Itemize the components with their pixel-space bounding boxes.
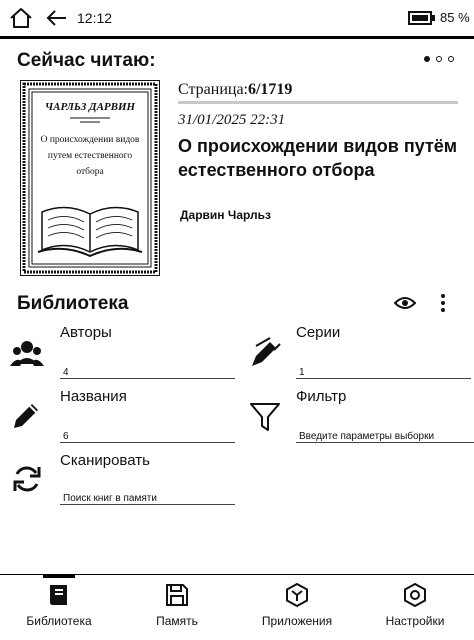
nav-label-settings: Настройки bbox=[385, 614, 445, 628]
tile-titles-label: Названия bbox=[60, 388, 127, 405]
tile-scan-value: Поиск книг в памяти bbox=[60, 493, 235, 505]
nav-tab-storage[interactable] bbox=[128, 578, 226, 634]
tile-filter-value: Введите параметры выборки bbox=[296, 431, 474, 443]
book-title[interactable]: О происхождении видов путём естественного отбора bbox=[178, 136, 458, 180]
nav-tab-library[interactable] bbox=[10, 578, 108, 634]
nav-label-apps: Приложения bbox=[261, 614, 333, 628]
open-book-illustration bbox=[38, 207, 142, 256]
clock: 12:12 bbox=[77, 10, 113, 26]
cover-title-line-1: О происхождении видов bbox=[40, 135, 140, 145]
nav-label-storage: Память bbox=[156, 614, 198, 628]
tile-authors[interactable] bbox=[10, 322, 238, 382]
eye-icon[interactable] bbox=[394, 295, 416, 311]
floppy-disk-icon bbox=[164, 582, 190, 608]
cover-title-line-2: путем естественного bbox=[47, 151, 133, 161]
currently-reading-heading: Сейчас читаю: bbox=[17, 50, 156, 71]
nav-label-library: Библиотека bbox=[26, 614, 92, 628]
series-icon bbox=[248, 336, 282, 370]
sync-icon bbox=[10, 462, 44, 496]
book-author: Дарвин Чарльз bbox=[180, 208, 271, 222]
cover-author: ЧАРЛЬЗ ДАРВИН bbox=[44, 101, 136, 113]
page-value: 6/1719 bbox=[247, 81, 293, 98]
tile-series-value: 1 bbox=[296, 367, 471, 379]
nav-tab-apps[interactable] bbox=[246, 578, 348, 634]
library-heading: Библиотека bbox=[17, 293, 129, 314]
tile-filter-label: Фильтр bbox=[296, 388, 347, 405]
tile-titles-value: 6 bbox=[60, 431, 235, 443]
hexagon-apps-icon bbox=[284, 582, 310, 608]
home-icon[interactable] bbox=[8, 6, 34, 30]
battery-percentage: 85 % bbox=[440, 10, 470, 25]
status-divider bbox=[0, 36, 474, 39]
titles-icon bbox=[10, 398, 44, 432]
last-read-date: 31/01/2025 22:31 bbox=[178, 112, 286, 128]
page-rule bbox=[178, 101, 458, 104]
back-arrow-icon[interactable] bbox=[44, 6, 70, 30]
page-indicator-dots[interactable] bbox=[423, 54, 463, 64]
tile-authors-value: 4 bbox=[60, 367, 235, 379]
tile-titles[interactable] bbox=[10, 386, 238, 446]
tile-scan[interactable] bbox=[10, 450, 238, 510]
book-cover[interactable] bbox=[20, 80, 160, 276]
nav-tab-settings[interactable] bbox=[366, 578, 464, 634]
tile-scan-label: Сканировать bbox=[60, 452, 150, 469]
tile-series-label: Серии bbox=[296, 324, 341, 341]
status-bar bbox=[0, 0, 474, 36]
page-label: Страница: bbox=[178, 81, 248, 98]
authors-icon bbox=[10, 336, 44, 370]
tile-filter[interactable] bbox=[248, 386, 472, 446]
filter-icon bbox=[248, 400, 282, 434]
tile-authors-label: Авторы bbox=[60, 324, 112, 341]
cover-title-line-3: отбора bbox=[76, 167, 104, 177]
tile-series[interactable] bbox=[248, 322, 472, 382]
page-progress bbox=[178, 81, 292, 99]
settings-icon bbox=[402, 582, 428, 608]
book-icon bbox=[46, 582, 72, 608]
battery-icon bbox=[408, 10, 436, 26]
more-options-icon[interactable] bbox=[438, 293, 448, 313]
